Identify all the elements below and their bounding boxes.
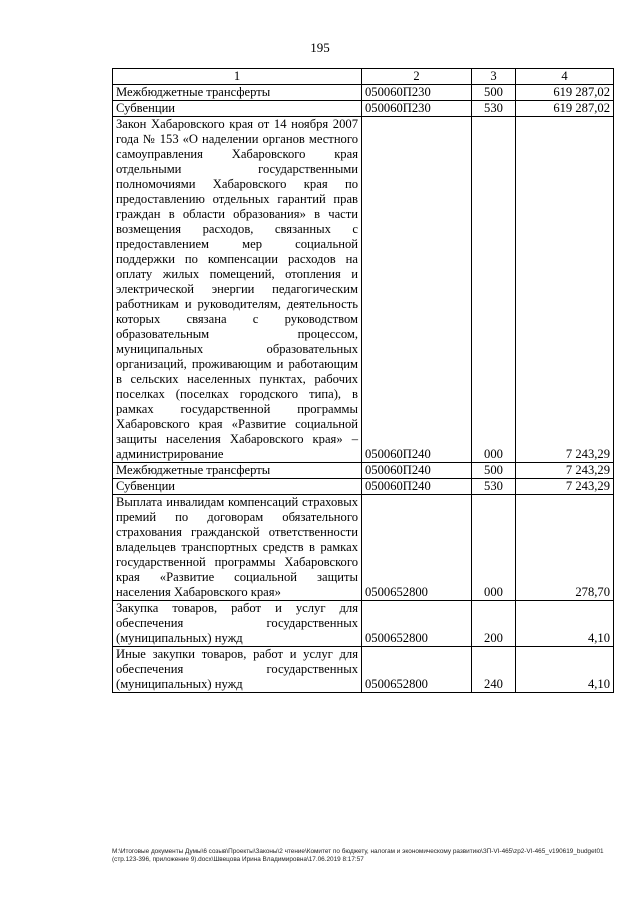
row-amount: 7 243,29: [516, 463, 614, 479]
row-amount: 4,10: [516, 601, 614, 647]
row-vr: 500: [472, 85, 516, 101]
table-header-row: [113, 69, 614, 85]
table-row: [113, 601, 614, 647]
row-code: 050060П230: [362, 101, 472, 117]
row-code: 0500652800: [362, 647, 472, 693]
row-vr: 000: [472, 117, 516, 463]
row-code: 050060П240: [362, 463, 472, 479]
column-header-vr: 3: [472, 69, 516, 85]
table-row: [113, 479, 614, 495]
table-row: [113, 647, 614, 693]
column-header-name: 1: [113, 69, 362, 85]
row-vr: 000: [472, 495, 516, 601]
table-row: [113, 117, 614, 463]
budget-table: [112, 68, 614, 693]
row-code: 050060П240: [362, 479, 472, 495]
column-header-code: 2: [362, 69, 472, 85]
row-name: Выплата инвалидам компенсаций страховых премий по договорам обязательного страхования гражданской ответственности владельцев транспортных средств в рамках государственной программы Хабаровского края «Развитие социальной защиты населения Хабаровского края»: [113, 495, 362, 601]
document-footer-path: M:\Итоговые документы Думы\6 созыв\Проекты\Законы\2 чтение\Комитет по бюджету, налогам и экономическому развитию\ЗП-VI-465\zp2-VI-465_v190619_budget01 (стр.123-396, приложение 9).docx\Швецова Ирина Владимировна\17.06.2019 8:17:57: [112, 848, 604, 863]
row-name: Иные закупки товаров, работ и услуг для обеспечения государственных (муниципальных) нужд: [113, 647, 362, 693]
row-name: Межбюджетные трансферты: [113, 463, 362, 479]
row-vr: 530: [472, 101, 516, 117]
row-code: 050060П230: [362, 85, 472, 101]
table-row: [113, 495, 614, 601]
table-row: [113, 101, 614, 117]
page-number: 195: [310, 40, 330, 55]
row-code: 050060П240: [362, 117, 472, 463]
row-amount: 7 243,29: [516, 117, 614, 463]
row-code: 0500652800: [362, 601, 472, 647]
row-name: Закон Хабаровского края от 14 ноября 2007 года № 153 «О наделении органов местного самоуправления Хабаровского края отдельными государственными полномочиями Хабаровского края по предоставлению отдельных гарантий прав граждан в области образования» в части возмещения расходов, связанных с предоставлением мер социальной поддержки по компенсации расходов на оплату жилых помещений, отопления и электрической энергии педагогическим работникам и руководителям, деятельность которых связана с руководством образовательным процессом, муниципальных образовательных организаций, проживающим и работающим в сельских населенных пунктах, рабочих поселках (поселках городского типа), в рамках государственной программы Хабаровского края «Развитие социальной защиты населения Хабаровского края» – администрирование: [113, 117, 362, 463]
row-vr: 240: [472, 647, 516, 693]
row-code: 0500652800: [362, 495, 472, 601]
row-vr: 530: [472, 479, 516, 495]
row-amount: 619 287,02: [516, 85, 614, 101]
row-vr: 500: [472, 463, 516, 479]
row-vr: 200: [472, 601, 516, 647]
row-name: Межбюджетные трансферты: [113, 85, 362, 101]
row-name: Закупка товаров, работ и услуг для обеспечения государственных (муниципальных) нужд: [113, 601, 362, 647]
row-amount: 7 243,29: [516, 479, 614, 495]
table-row: [113, 463, 614, 479]
row-amount: 619 287,02: [516, 101, 614, 117]
row-amount: 278,70: [516, 495, 614, 601]
table-row: [113, 85, 614, 101]
row-name: Субвенции: [113, 101, 362, 117]
row-name: Субвенции: [113, 479, 362, 495]
row-amount: 4,10: [516, 647, 614, 693]
column-header-amount: 4: [516, 69, 614, 85]
